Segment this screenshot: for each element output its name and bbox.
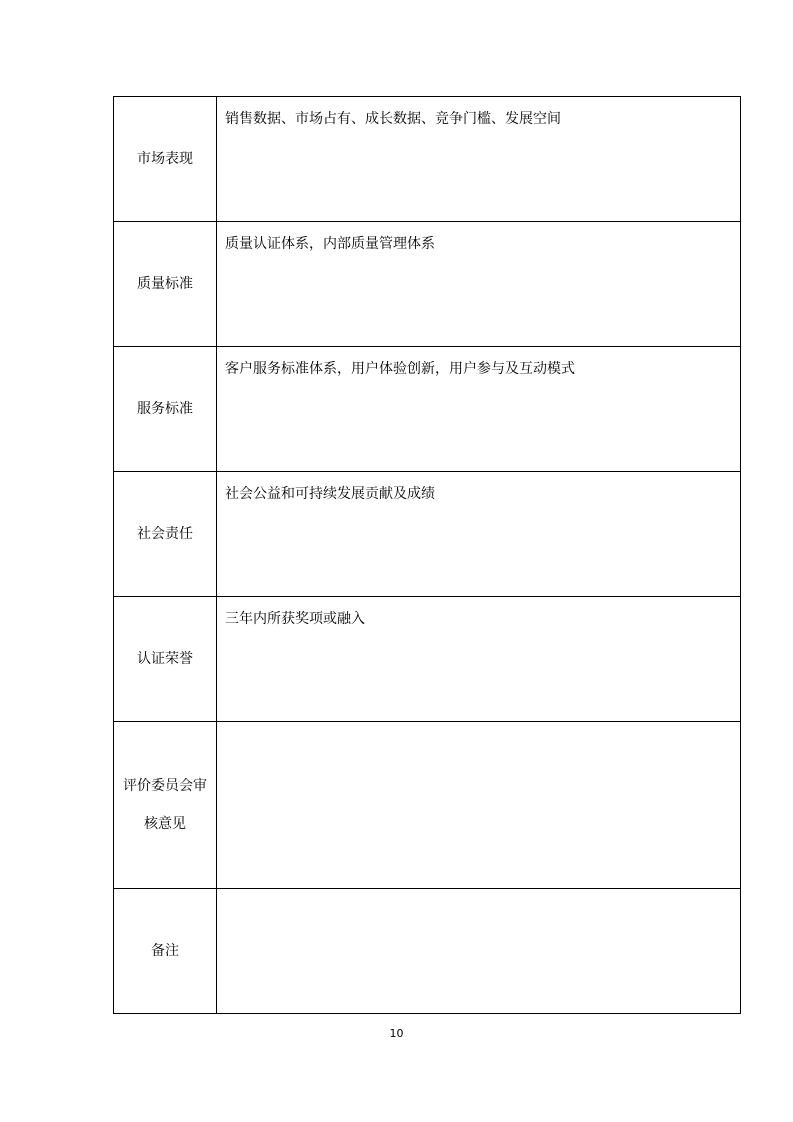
evaluation-form-table bbox=[113, 96, 741, 1014]
row-label: 社会责任 bbox=[137, 526, 193, 542]
row-content bbox=[217, 722, 740, 734]
row-content-cell bbox=[217, 722, 741, 889]
row-content: 销售数据、市场占有、成长数据、竞争门槛、发展空间 bbox=[225, 111, 561, 127]
row-label: 质量标准 bbox=[137, 276, 193, 292]
page-number: 10 bbox=[389, 1027, 404, 1040]
table-row-remarks bbox=[114, 889, 741, 1014]
row-label: 备注 bbox=[151, 943, 179, 959]
row-content-cell bbox=[217, 97, 741, 222]
row-label-cell bbox=[114, 222, 217, 347]
row-content bbox=[217, 889, 740, 901]
row-label-cell bbox=[114, 722, 217, 889]
row-content: 质量认证体系，内部质量管理体系 bbox=[225, 236, 435, 252]
row-content-cell bbox=[217, 222, 741, 347]
row-label: 服务标准 bbox=[137, 401, 193, 417]
row-label-cell bbox=[114, 97, 217, 222]
table-row-certification-honors bbox=[114, 597, 741, 722]
row-label-cell bbox=[114, 472, 217, 597]
row-content-cell bbox=[217, 597, 741, 722]
row-label: 市场表现 bbox=[137, 151, 193, 167]
row-label-cell bbox=[114, 347, 217, 472]
row-label-cell bbox=[114, 597, 217, 722]
row-label-line-1: 评价委员会审 bbox=[123, 778, 207, 794]
row-content-cell bbox=[217, 889, 741, 1014]
table-row-committee-opinion bbox=[114, 722, 741, 889]
table-row-social-responsibility bbox=[114, 472, 741, 597]
row-content: 社会公益和可持续发展贡献及成绩 bbox=[225, 486, 435, 502]
row-label: 认证荣誉 bbox=[137, 651, 193, 667]
table-row-market-performance bbox=[114, 97, 741, 222]
table-row-quality-standard bbox=[114, 222, 741, 347]
row-label-line-2: 核意见 bbox=[144, 816, 186, 832]
row-content-cell bbox=[217, 472, 741, 597]
row-content: 客户服务标准体系，用户体验创新，用户参与及互动模式 bbox=[225, 361, 575, 377]
row-content-cell bbox=[217, 347, 741, 472]
row-label-cell bbox=[114, 889, 217, 1014]
row-content: 三年内所获奖项或融入 bbox=[225, 611, 365, 627]
table-row-service-standard bbox=[114, 347, 741, 472]
